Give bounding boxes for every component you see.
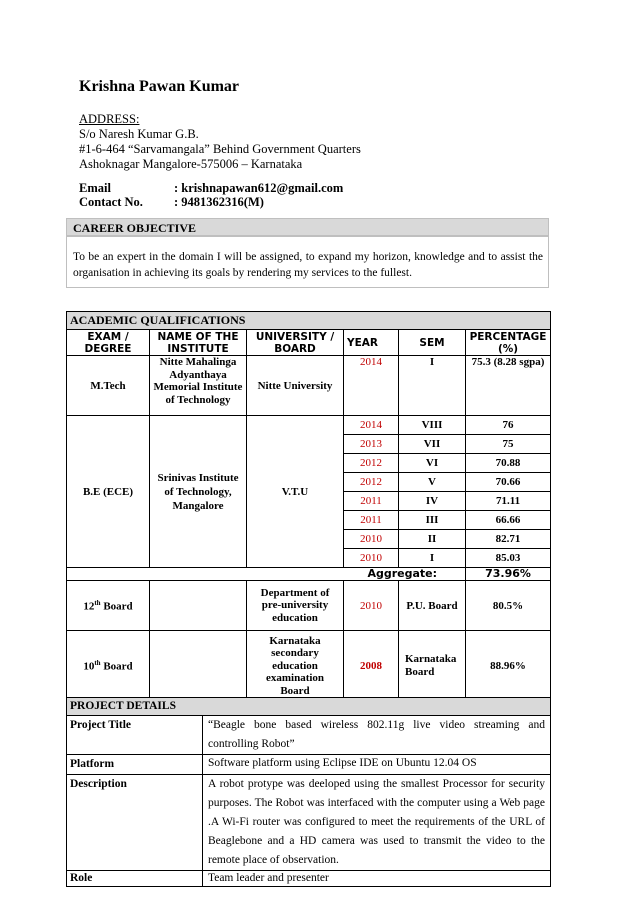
tenth-sem: Karnataka Board [399,631,466,702]
table-row: 2013 [344,435,399,454]
table-row: 2010 [344,549,399,568]
platform-label: Platform [67,755,203,775]
table-row: 2012 [344,454,399,473]
be-pct: 82.71 [466,530,551,549]
academic-table [66,311,551,702]
be-sem: I [399,549,466,568]
aggregate-label: Aggregate: [67,568,466,581]
tenth-university: Karnataka secondary education examination Board [247,631,344,702]
project-table [66,697,551,887]
be-pct: 70.66 [466,473,551,492]
twelfth-year: 2010 [344,581,399,631]
be-sem: VII [399,435,466,454]
role-label: Role [67,871,203,887]
tenth-percentage: 88.96% [466,631,551,702]
tenth-institute [150,631,247,702]
col-header-exam: EXAM / DEGREE [67,330,150,356]
career-objective-heading: CAREER OBJECTIVE [66,218,549,236]
aggregate-value: 73.96% [466,568,551,581]
be-institute: Srinivas Institute of Technology, Mangalore [150,416,247,568]
be-pct: 85.03 [466,549,551,568]
career-objective-text: To be an expert in the domain I will be assigned, to expand my horizon, knowledge and to assist the organisation in achieving its goals by rendering my services to the fullest. [66,236,549,288]
address-line-2: #1-6-464 “Sarvamangala” Behind Government Quarters [79,142,361,156]
email-row [79,181,343,196]
project-title-value: “Beagle bone based wireless 802.11g live video streaming and controlling Robot” [203,716,551,755]
project-title-label: Project Title [67,716,203,755]
academic-heading: ACADEMIC QUALIFICATIONS [67,312,551,330]
be-sem: IV [399,492,466,511]
address-label: ADDRESS: [79,112,140,126]
table-row: 2014 [344,416,399,435]
table-row: 2012 [344,473,399,492]
mtech-percentage: 75.3 (8.28 sgpa) [466,356,551,416]
be-sem: III [399,511,466,530]
col-header-percentage: PERCENTAGE (%) [466,330,551,356]
be-sem: II [399,530,466,549]
twelfth-university: Department of pre-university education [247,581,344,631]
email-value: : krishnapawan612@gmail.com [174,181,344,195]
twelfth-degree: 12th Board [67,581,150,631]
address-line-3: Ashoknagar Mangalore-575006 – Karnataka [79,157,303,171]
table-row: 2011 [344,511,399,530]
be-pct: 71.11 [466,492,551,511]
project-heading: PROJECT DETAILS [67,698,551,716]
col-header-university: UNIVERSITY / BOARD [247,330,344,356]
be-sem: VIII [399,416,466,435]
be-pct: 75 [466,435,551,454]
tenth-year: 2008 [344,631,399,702]
twelfth-sem: P.U. Board [399,581,466,631]
twelfth-percentage: 80.5% [466,581,551,631]
be-pct: 70.88 [466,454,551,473]
platform-value: Software platform using Eclipse IDE on Ubuntu 12.04 OS [203,755,551,775]
mtech-university: Nitte University [247,356,344,416]
mtech-sem: I [399,356,466,416]
col-header-year: YEAR [344,330,399,356]
role-value: Team leader and presenter [203,871,551,887]
phone-label: Contact No. [79,195,143,209]
be-degree: B.E (ECE) [67,416,150,568]
col-header-sem: SEM [399,330,466,356]
mtech-degree: M.Tech [67,356,150,416]
be-pct: 66.66 [466,511,551,530]
tenth-degree: 10th Board [67,631,150,702]
description-label: Description [67,775,203,871]
table-row: 2011 [344,492,399,511]
mtech-year: 2014 [344,356,399,416]
twelfth-institute [150,581,247,631]
be-sem: V [399,473,466,492]
be-pct: 76 [466,416,551,435]
mtech-institute: Nitte Mahalinga Adyanthaya Memorial Institute of Technology [150,356,247,416]
email-label: Email [79,181,111,195]
phone-row [79,195,264,210]
be-university: V.T.U [247,416,344,568]
candidate-name: Krishna Pawan Kumar [79,78,240,95]
phone-value: : 9481362316(M) [174,195,264,209]
table-row: 2010 [344,530,399,549]
description-value: A robot protype was deeloped using the smallest Processor for security purposes. The Robot was interfaced with the computer using a Web page .A Wi-Fi router was configured to meet the requirements of the URL of Beaglebone and a HD camera was used to transmit the video to the remote place of observation. [203,775,551,871]
address-line-1: S/o Naresh Kumar G.B. [79,127,199,141]
be-sem: VI [399,454,466,473]
col-header-institute: NAME OF THE INSTITUTE [150,330,247,356]
